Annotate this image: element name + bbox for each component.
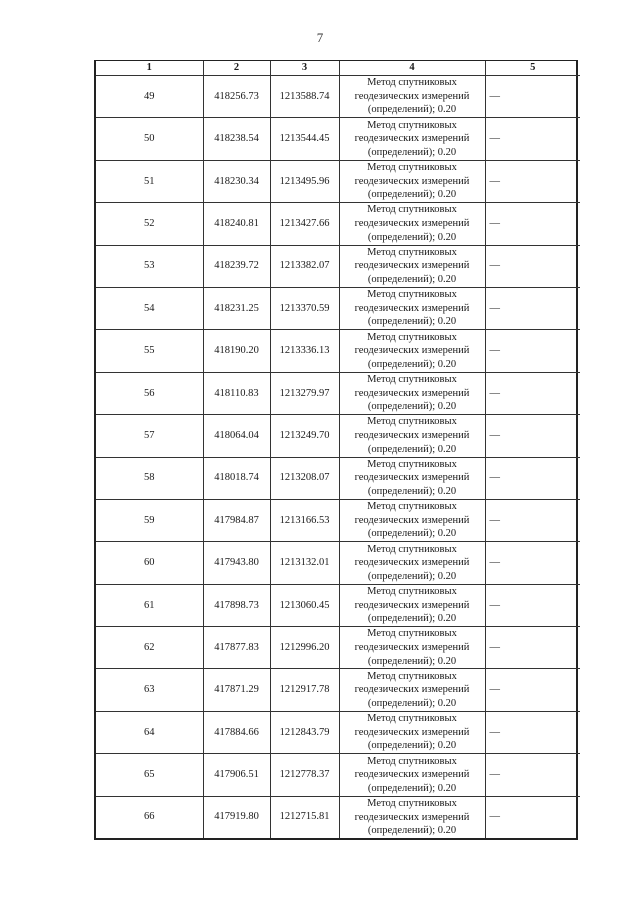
y-coordinate-cell: 1212778.37 <box>270 754 339 796</box>
table-row <box>96 76 580 118</box>
method-line: Метод спутниковых <box>367 543 457 555</box>
x-coordinate-cell: 417943.80 <box>203 542 270 584</box>
description-cell: — <box>485 457 580 499</box>
method-line: Метод спутниковых <box>367 670 457 682</box>
x-coordinate-cell: 417871.29 <box>203 669 270 711</box>
method-line: Метод спутниковых <box>367 77 457 89</box>
method-cell <box>339 372 485 414</box>
method-line: Метод спутниковых <box>367 246 457 258</box>
description-cell: — <box>485 584 580 626</box>
method-line: геодезических измерений <box>354 599 470 611</box>
y-coordinate-cell: 1213544.45 <box>270 118 339 160</box>
table-row <box>96 584 580 626</box>
method-line: геодезических измерений <box>354 472 470 484</box>
x-coordinate-cell: 418018.74 <box>203 457 270 499</box>
description-cell: — <box>485 499 580 541</box>
y-coordinate-cell: 1213370.59 <box>270 287 339 329</box>
table-row <box>96 796 580 838</box>
header-col-3: 3 <box>270 61 339 76</box>
method-line: геодезических измерений <box>354 218 470 230</box>
point-number-cell: 53 <box>96 245 203 287</box>
method-line: геодезических измерений <box>354 684 470 696</box>
point-number-cell: 54 <box>96 287 203 329</box>
method-line: Метод спутниковых <box>367 289 457 301</box>
x-coordinate-cell: 418238.54 <box>203 118 270 160</box>
method-line: (определений); 0.20 <box>367 316 457 328</box>
x-coordinate-cell: 417884.66 <box>203 711 270 753</box>
method-cell <box>339 415 485 457</box>
method-cell <box>339 203 485 245</box>
method-cell <box>339 76 485 118</box>
method-cell <box>339 754 485 796</box>
method-line: Метод спутниковых <box>367 374 457 386</box>
x-coordinate-cell: 418239.72 <box>203 245 270 287</box>
header-col-5: 5 <box>485 61 580 76</box>
point-number-cell: 61 <box>96 584 203 626</box>
method-line: геодезических измерений <box>354 726 470 738</box>
method-line: (определений); 0.20 <box>367 486 457 497</box>
description-cell: — <box>485 330 580 372</box>
method-line: (определений); 0.20 <box>367 443 457 455</box>
point-number-cell: 55 <box>96 330 203 372</box>
description-cell: — <box>485 669 580 711</box>
method-line: (определений); 0.20 <box>367 740 457 752</box>
description-cell: — <box>485 415 580 457</box>
table-body <box>96 76 580 839</box>
y-coordinate-cell: 1212715.81 <box>270 796 339 838</box>
header-col-2: 2 <box>203 61 270 76</box>
point-number-cell: 56 <box>96 372 203 414</box>
method-cell <box>339 584 485 626</box>
method-cell <box>339 160 485 202</box>
table-row <box>96 457 580 499</box>
table-row <box>96 627 580 669</box>
table-row <box>96 711 580 753</box>
method-line: (определений); 0.20 <box>367 655 457 667</box>
method-line: геодезических измерений <box>354 811 470 823</box>
x-coordinate-cell: 418230.34 <box>203 160 270 202</box>
point-number-cell: 51 <box>96 160 203 202</box>
y-coordinate-cell: 1213249.70 <box>270 415 339 457</box>
x-coordinate-cell: 417984.87 <box>203 499 270 541</box>
point-number-cell: 63 <box>96 669 203 711</box>
method-cell <box>339 245 485 287</box>
x-coordinate-cell: 418110.83 <box>203 372 270 414</box>
method-line: геодезических измерений <box>354 557 470 569</box>
method-line: геодезических измерений <box>354 514 470 526</box>
table-row <box>96 499 580 541</box>
point-number-cell: 59 <box>96 499 203 541</box>
method-line: (определений); 0.20 <box>367 825 457 837</box>
point-number-cell: 49 <box>96 76 203 118</box>
y-coordinate-cell: 1212917.78 <box>270 669 339 711</box>
method-line: Метод спутниковых <box>367 755 457 767</box>
coordinates-table-container <box>94 60 578 840</box>
header-col-1: 1 <box>96 61 203 76</box>
method-line: Метод спутниковых <box>367 585 457 597</box>
x-coordinate-cell: 417877.83 <box>203 627 270 669</box>
method-line: Метод спутниковых <box>367 416 457 428</box>
x-coordinate-cell: 417898.73 <box>203 584 270 626</box>
table-row <box>96 203 580 245</box>
method-cell <box>339 457 485 499</box>
y-coordinate-cell: 1213382.07 <box>270 245 339 287</box>
x-coordinate-cell: 418240.81 <box>203 203 270 245</box>
y-coordinate-cell: 1213336.13 <box>270 330 339 372</box>
method-line: (определений); 0.20 <box>367 146 457 158</box>
method-line: геодезических измерений <box>354 175 470 187</box>
point-number-cell: 50 <box>96 118 203 160</box>
method-line: Метод спутниковых <box>367 797 457 809</box>
method-line: Метод спутниковых <box>367 628 457 640</box>
method-line: Метод спутниковых <box>367 501 457 513</box>
y-coordinate-cell: 1213588.74 <box>270 76 339 118</box>
method-line: Метод спутниковых <box>367 713 457 725</box>
y-coordinate-cell: 1213132.01 <box>270 542 339 584</box>
method-line: Метод спутниковых <box>367 162 457 174</box>
point-number-cell: 57 <box>96 415 203 457</box>
point-number-cell: 60 <box>96 542 203 584</box>
description-cell: — <box>485 245 580 287</box>
method-cell <box>339 711 485 753</box>
x-coordinate-cell: 418231.25 <box>203 287 270 329</box>
description-cell: — <box>485 754 580 796</box>
method-line: геодезических измерений <box>354 302 470 314</box>
page-number: 7 <box>316 30 324 45</box>
point-number-cell: 66 <box>96 796 203 838</box>
method-line: (определений); 0.20 <box>367 231 457 243</box>
table-row <box>96 415 580 457</box>
method-line: (определений); 0.20 <box>367 358 457 370</box>
method-line: (определений); 0.20 <box>367 274 457 286</box>
table-header-row <box>96 61 580 76</box>
method-line: (определений); 0.20 <box>367 104 457 116</box>
method-line: геодезических измерений <box>354 260 470 272</box>
method-cell <box>339 330 485 372</box>
y-coordinate-cell: 1213060.45 <box>270 584 339 626</box>
header-col-4: 4 <box>339 61 485 76</box>
method-line: геодезических измерений <box>354 641 470 653</box>
table-row <box>96 287 580 329</box>
method-line: Метод спутниковых <box>367 119 457 131</box>
method-line: геодезических измерений <box>354 345 470 357</box>
table-row <box>96 118 580 160</box>
method-line: Метод спутниковых <box>367 204 457 216</box>
description-cell: — <box>485 372 580 414</box>
description-cell: — <box>485 203 580 245</box>
method-line: Метод спутниковых <box>367 458 457 470</box>
y-coordinate-cell: 1213279.97 <box>270 372 339 414</box>
method-line: геодезических измерений <box>354 387 470 399</box>
x-coordinate-cell: 418064.04 <box>203 415 270 457</box>
table-row <box>96 160 580 202</box>
table-row <box>96 372 580 414</box>
method-line: (определений); 0.20 <box>367 613 457 625</box>
method-cell <box>339 499 485 541</box>
method-line: геодезических измерений <box>354 90 470 102</box>
description-cell: — <box>485 287 580 329</box>
table-row <box>96 245 580 287</box>
description-cell: — <box>485 118 580 160</box>
method-cell <box>339 287 485 329</box>
y-coordinate-cell: 1212996.20 <box>270 627 339 669</box>
method-cell <box>339 796 485 838</box>
method-line: геодезических измерений <box>354 133 470 145</box>
x-coordinate-cell: 418256.73 <box>203 76 270 118</box>
method-line: геодезических измерений <box>354 430 470 442</box>
description-cell: — <box>485 711 580 753</box>
y-coordinate-cell: 1213208.07 <box>270 457 339 499</box>
point-number-cell: 62 <box>96 627 203 669</box>
method-line: (определений); 0.20 <box>367 401 457 413</box>
point-number-cell: 58 <box>96 457 203 499</box>
method-line: (определений); 0.20 <box>367 782 457 794</box>
point-number-cell: 65 <box>96 754 203 796</box>
description-cell: — <box>485 542 580 584</box>
y-coordinate-cell: 1212843.79 <box>270 711 339 753</box>
table-row <box>96 542 580 584</box>
x-coordinate-cell: 417906.51 <box>203 754 270 796</box>
y-coordinate-cell: 1213495.96 <box>270 160 339 202</box>
x-coordinate-cell: 417919.80 <box>203 796 270 838</box>
method-cell <box>339 627 485 669</box>
description-cell: — <box>485 160 580 202</box>
description-cell: — <box>485 796 580 838</box>
point-number-cell: 64 <box>96 711 203 753</box>
method-line: (определений); 0.20 <box>367 697 457 709</box>
description-cell: — <box>485 627 580 669</box>
table-row <box>96 330 580 372</box>
method-cell <box>339 118 485 160</box>
method-line: геодезических измерений <box>354 769 470 781</box>
method-line: (определений); 0.20 <box>367 570 457 582</box>
y-coordinate-cell: 1213166.53 <box>270 499 339 541</box>
table-row <box>96 669 580 711</box>
table-row <box>96 754 580 796</box>
x-coordinate-cell: 418190.20 <box>203 330 270 372</box>
method-line: Метод спутниковых <box>367 331 457 343</box>
point-number-cell: 52 <box>96 203 203 245</box>
method-line: (определений); 0.20 <box>367 189 457 201</box>
y-coordinate-cell: 1213427.66 <box>270 203 339 245</box>
method-cell <box>339 542 485 584</box>
method-cell <box>339 669 485 711</box>
coordinates-table <box>96 61 580 838</box>
description-cell: — <box>485 76 580 118</box>
method-line: (определений); 0.20 <box>367 528 457 540</box>
